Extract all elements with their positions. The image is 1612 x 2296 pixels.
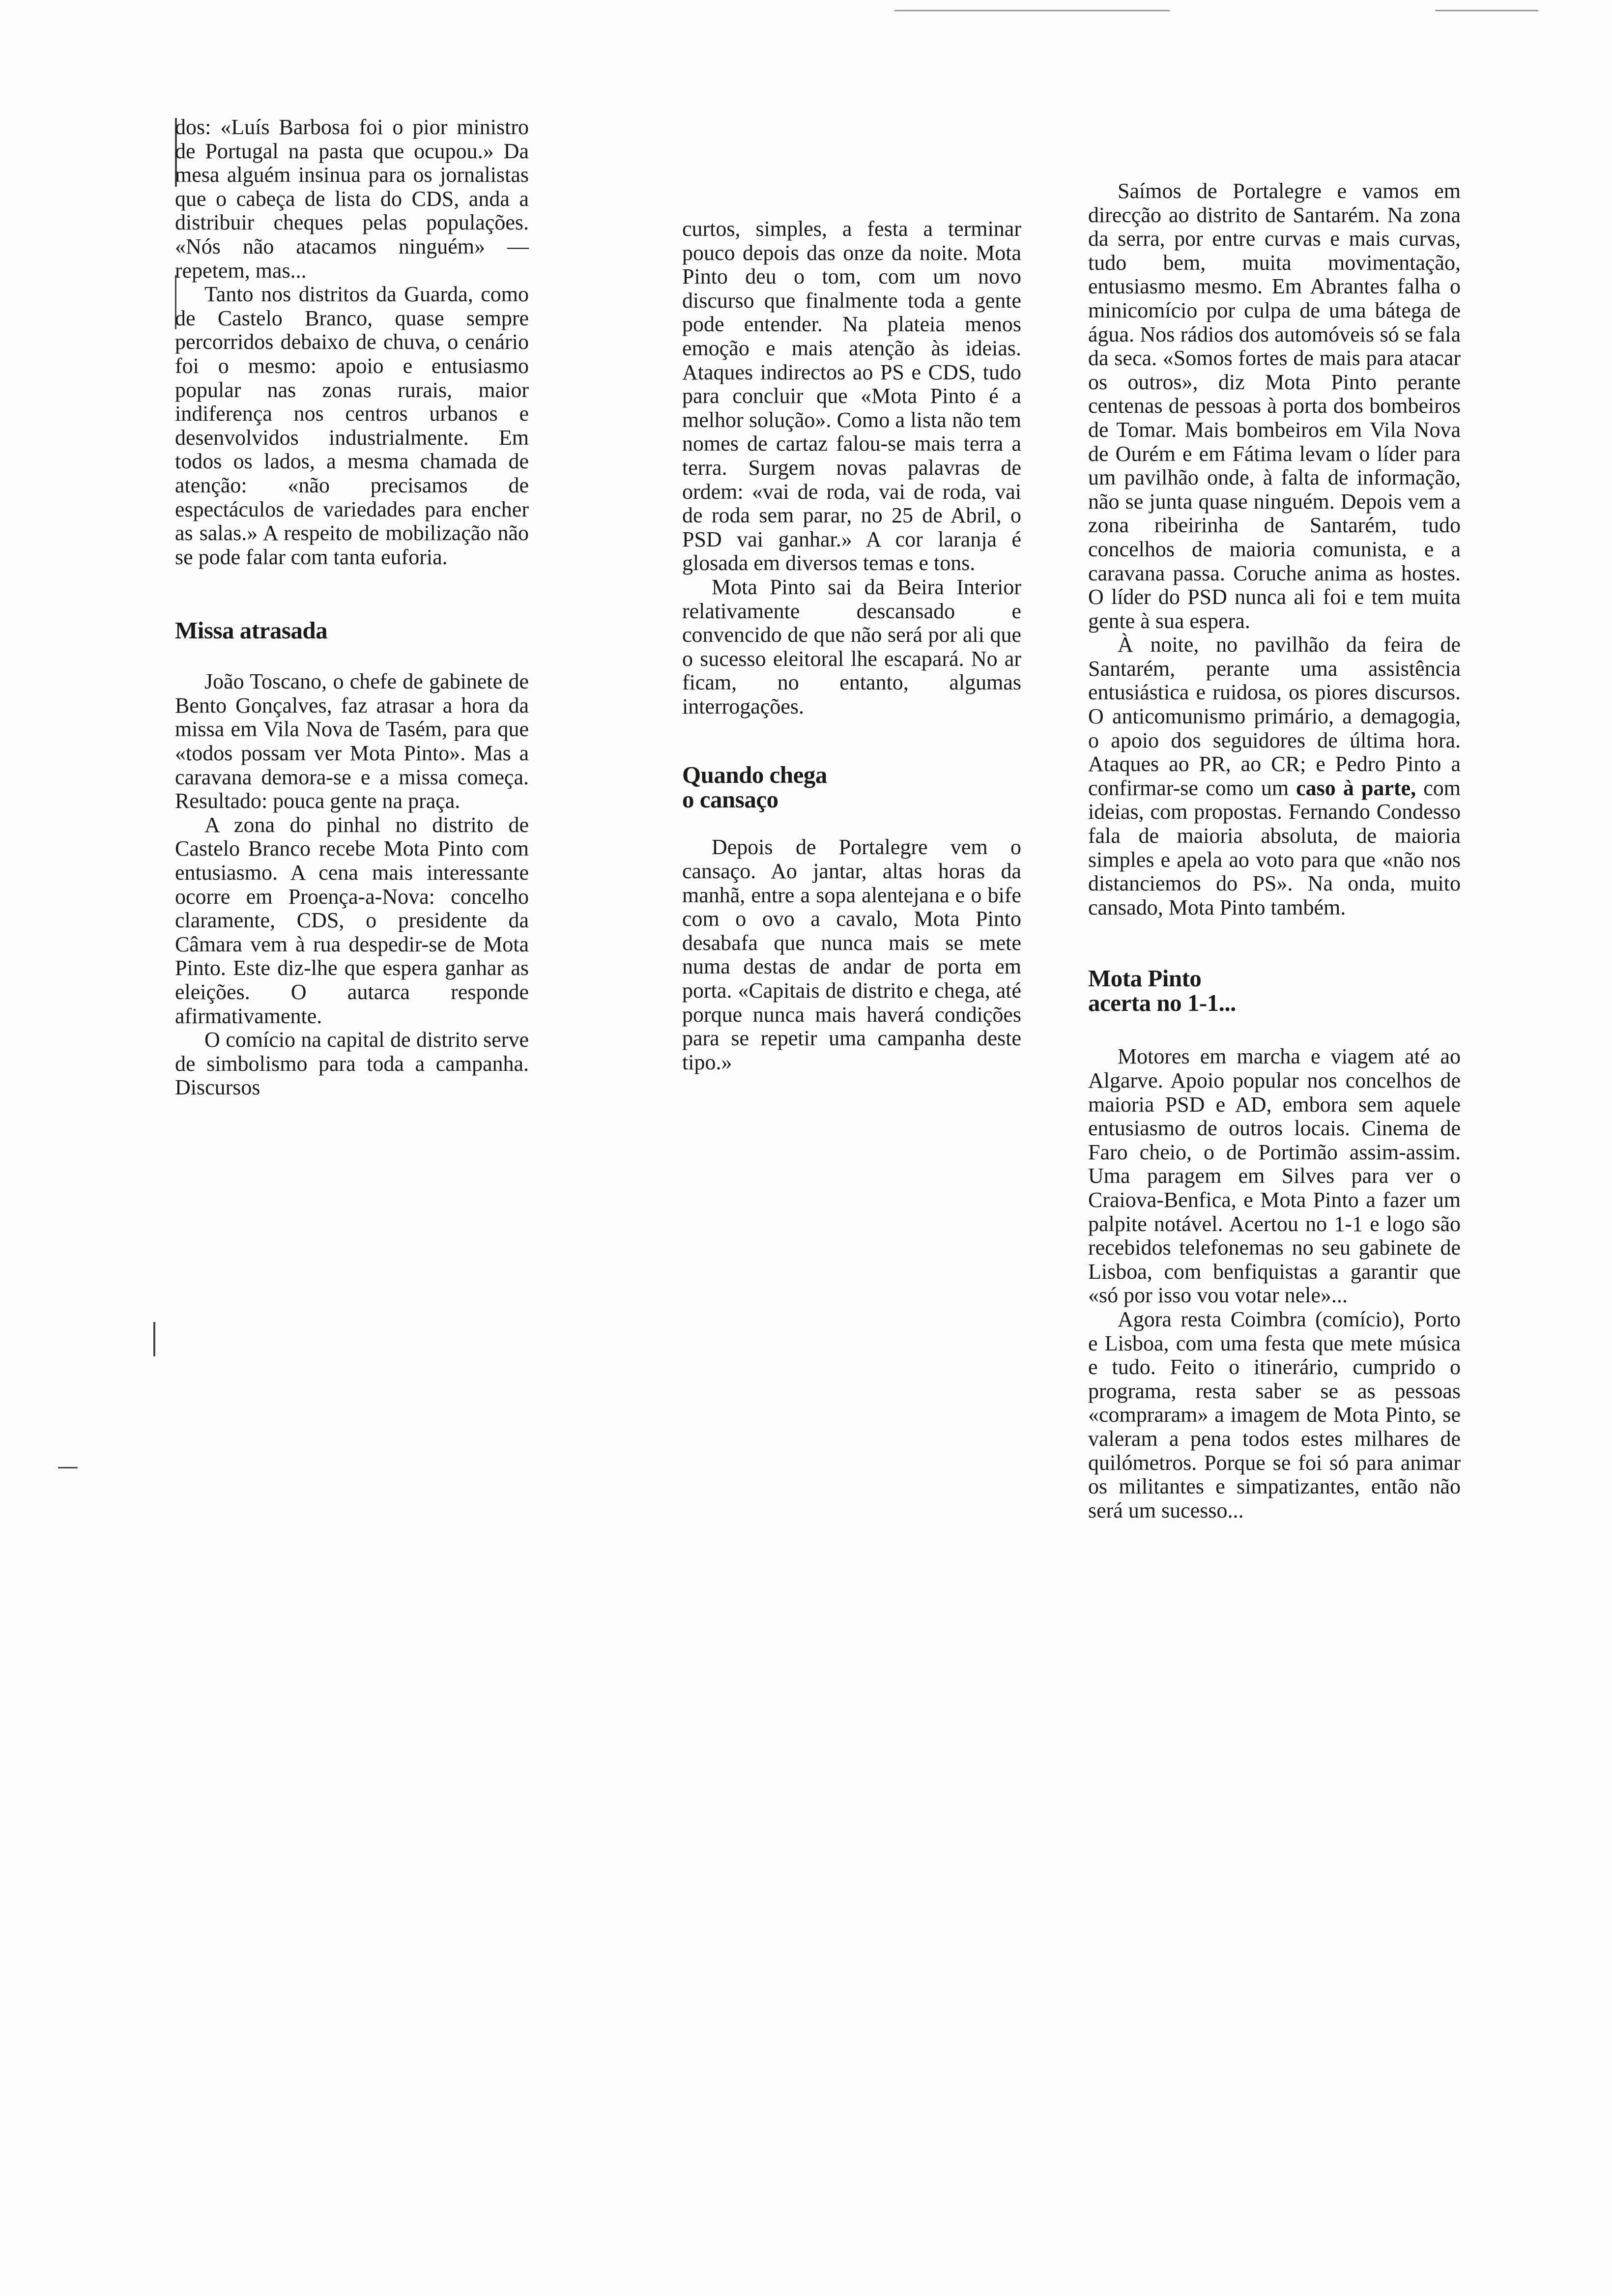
paragraph: Agora resta Coimbra (comício), Porto e Lisboa, com uma festa que mete música e tudo. Feito o itinerário, cumprido o programa, resta saber se as pessoas «compraram» a imagem de Mota Pinto, se valeram a pena todos estes milhares de quilómetros. Porque se foi só para animar os militantes e simpatizantes, então não será um sucesso...	[1088, 1307, 1461, 1522]
top-rule	[1435, 10, 1538, 11]
heading-line: Mota Pinto	[1088, 965, 1202, 992]
heading-line: o cansaço	[682, 786, 778, 813]
margin-mark	[153, 1322, 155, 1356]
text-run: com ideias, com propostas. Fernando Condesso fala de maioria absoluta, de maioria simples e apela ao voto para que «não nos distanciemos do PS». Na onda, muito cansado, Mota Pinto também.	[1088, 775, 1461, 919]
column-1	[175, 115, 529, 1100]
section-heading: Missa atrasada	[175, 617, 328, 644]
column-2	[682, 217, 1021, 1074]
text-run: À noite, no pavilhão da feira de Santarém, perante uma assistência entusiástica e ruidosa, os piores discursos. O anticomunismo primário, a demagogia, o apoio dos seguidores de última hora. Ataques ao PR, ao CR; e Pedro Pinto a confirmar-se como um	[1088, 632, 1461, 800]
paragraph: Saímos de Portalegre e vamos em direcção ao distrito de Santarém. Na zona da serra, por entre curvas e mais curvas, tudo bem, muita movimentação, entusiasmo mesmo. Em Abrantes falha o minicomício por culpa de uma bátega de água. Nos rádios dos automóveis só se fala da seca. «Somos fortes de mais para atacar os outros», diz Mota Pinto perante centenas de pessoas à porta dos bombeiros de Tomar. Mais bombeiros em Vila Nova de Ourém e em Fátima levam o líder para um pavilhão onde, à falta de informação, não se junta quase ninguém. Depois vem a zona ribeirinha de Santarém, tudo concelhos de maioria comunista, e a caravana passa. Coruche anima as hostes. O líder do PSD nunca ali foi e tem muita gente à sua espera.	[1088, 179, 1461, 633]
heading-line: acerta no 1-1...	[1088, 989, 1236, 1017]
section-heading	[682, 763, 1021, 812]
paragraph: O comício na capital de distrito serve de simbolismo para toda a campanha. Discursos	[175, 1028, 529, 1100]
paragraph: dos: «Luís Barbosa foi o pior ministro de Portugal na pasta que ocupou.» Da mesa alguém insinua para os jornalistas que o cabeça de lista do CDS, anda a distribuir cheques pelas populações. «Nós não atacamos ninguém» — repetem, mas...	[175, 115, 529, 283]
paragraph: Motores em marcha e viagem até ao Algarve. Apoio popular nos concelhos de maioria PSD e AD, embora sem aquele entusiasmo de outros locais. Cinema de Faro cheio, o de Portimão assim-assim. Uma paragem em Silves para ver o Craiova-Benfica, e Mota Pinto a fazer um palpite notável. Acertou no 1-1 e logo são recebidos telefonemas no seu gabinete de Lisboa, com benfiquistas a garantir que «só por isso vou votar nele»...	[1088, 1044, 1461, 1308]
column-3	[1088, 179, 1461, 1522]
section-heading	[1088, 966, 1461, 1015]
top-rule	[894, 10, 1170, 11]
paragraph: João Toscano, o chefe de gabinete de Bento Gonçalves, faz atrasar a hora da missa em Vila Nova de Tasém, para que «todos possam ver Mota Pinto». Mas a caravana demora-se e a missa começa. Resultado: pouca gente na praça.	[175, 669, 529, 813]
heading-line: Quando chega	[682, 761, 827, 789]
paragraph: Tanto nos distritos da Guarda, como de Castelo Branco, quase sempre percorridos debaixo de chuva, o cenário foi o mesmo: apoio e entusiasmo popular nas zonas rurais, maior indiferença nos centros urbanos e desenvolvidos industrialmente. Em todos os lados, a mesma chamada de atenção: «não precisamos de espectáculos de variedades para encher as salas.» A respeito de mobilização não se pode falar com tanta euforia.	[175, 282, 529, 569]
paragraph: Mota Pinto sai da Beira Interior relativamente descansado e convencido de que não será por ali que o sucesso eleitoral lhe escapará. No ar ficam, no entanto, algumas interrogações.	[682, 574, 1021, 718]
paragraph	[1088, 633, 1461, 919]
margin-mark	[58, 1467, 78, 1468]
paragraph: A zona do pinhal no distrito de Castelo Branco recebe Mota Pinto com entusiasmo. A cena mais interessante ocorre em Proença-a-Nova: concelho claramente, CDS, o presidente da Câmara vem à rua despedir-se de Mota Pinto. Este diz-lhe que espera ganhar as eleições. O autarca responde afirmativamente.	[175, 812, 529, 1028]
paragraph: curtos, simples, a festa a terminar pouco depois das onze da noite. Mota Pinto deu o tom, com um novo discurso que finalmente toda a gente pode entender. Na plateia menos emoção e mais atenção às ideias. Ataques indirectos ao PS e CDS, tudo para concluir que «Mota Pinto é a melhor solução». Como a lista não tem nomes de cartaz falou-se mais terra a terra. Surgem novas palavras de ordem: «vai de roda, vai de roda, vai de roda sem parar, no 25 de Abril, o PSD vai ganhar.» A cor laranja é glosada em diversos temas e tons.	[682, 217, 1021, 575]
bold-phrase: caso à parte,	[1296, 775, 1416, 800]
paragraph: Depois de Portalegre vem o cansaço. Ao jantar, altas horas da manhã, entre a sopa alentejana e o bife com o ovo a cavalo, Mota Pinto desabafa que nunca mais se mete numa destas de andar de porta em porta. «Capitais de distrito e chega, até porque nunca mais haverá condições para se repetir uma campanha deste tipo.»	[682, 835, 1021, 1074]
